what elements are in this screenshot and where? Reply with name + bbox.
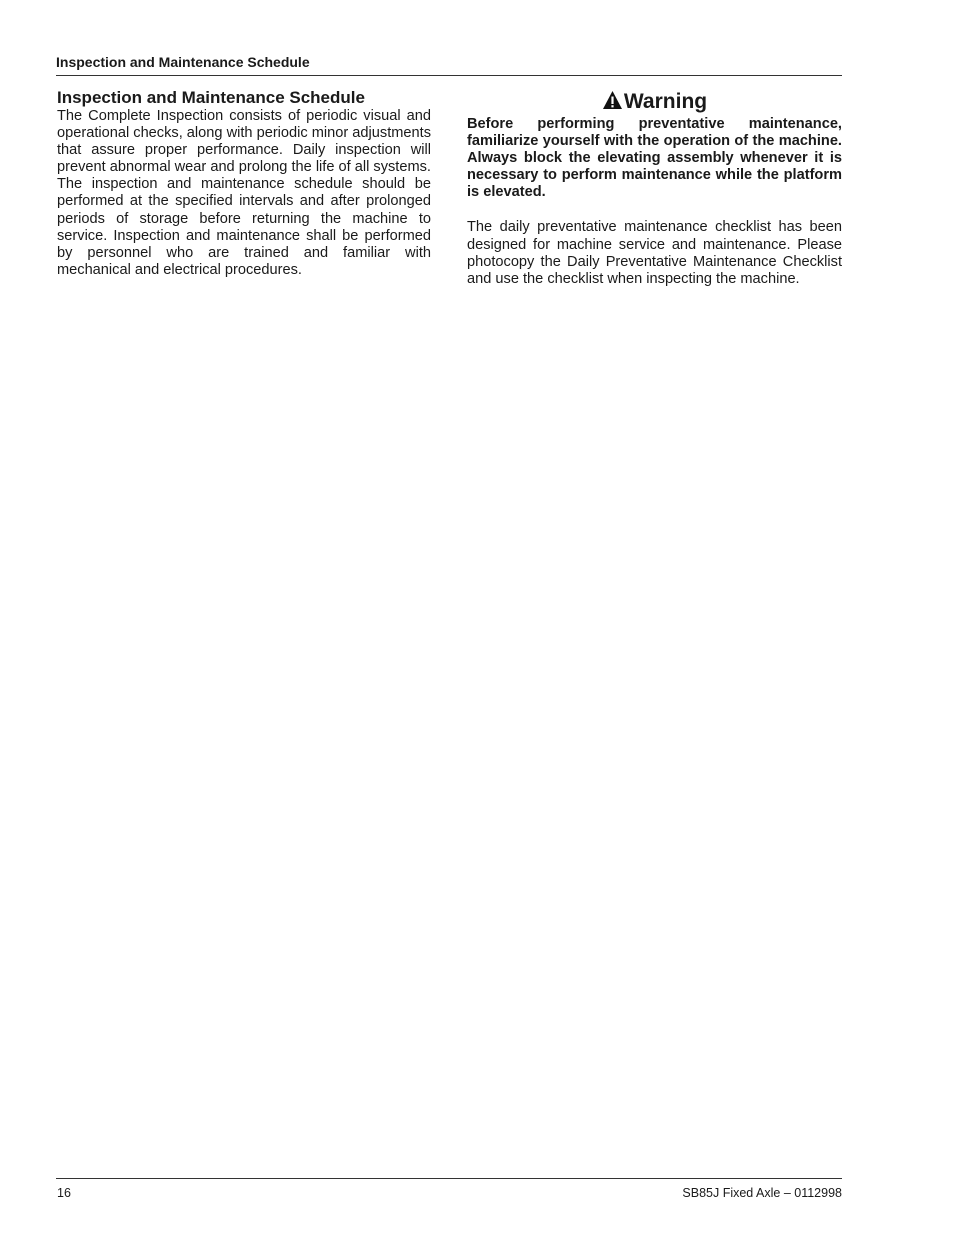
- warning-label: Warning: [623, 90, 708, 113]
- header-divider: [56, 75, 842, 76]
- checklist-paragraph: The daily preventative maintenance checklist has been designed for machine service and maintenance. Please photocopy the Daily Preventative Maintenance Checklist and use the checklist when inspecting the machine.: [467, 219, 842, 287]
- footer-divider: [56, 1178, 842, 1179]
- warning-text: Before performing preventative maintenance, familiarize yourself with the operation of the machine. Always block the elevating assembly whenever it is necessary to perform maintenance while the platform is elevated.: [467, 116, 842, 201]
- intro-paragraph: The Complete Inspection consists of periodic visual and operational checks, along with periodic minor adjustments that assure proper performance. Daily inspection will prevent abnormal wear and prolong the life of all systems. The inspection and maintenance schedule should be performed at the specified intervals and after prolonged periods of storage before returning the machine to service. Inspection and maintenance shall be performed by personnel who are trained and familiar with mechanical and electrical procedures.: [57, 108, 431, 278]
- document-id: SB85J Fixed Axle – 0112998: [682, 1186, 842, 1200]
- running-header: Inspection and Maintenance Schedule: [56, 54, 310, 70]
- page-number: 16: [57, 1186, 71, 1200]
- warning-heading: [467, 88, 842, 116]
- section-heading: Inspection and Maintenance Schedule: [57, 88, 365, 107]
- left-column: [57, 88, 431, 279]
- warning-triangle-icon: [602, 90, 623, 110]
- right-column: [467, 88, 842, 288]
